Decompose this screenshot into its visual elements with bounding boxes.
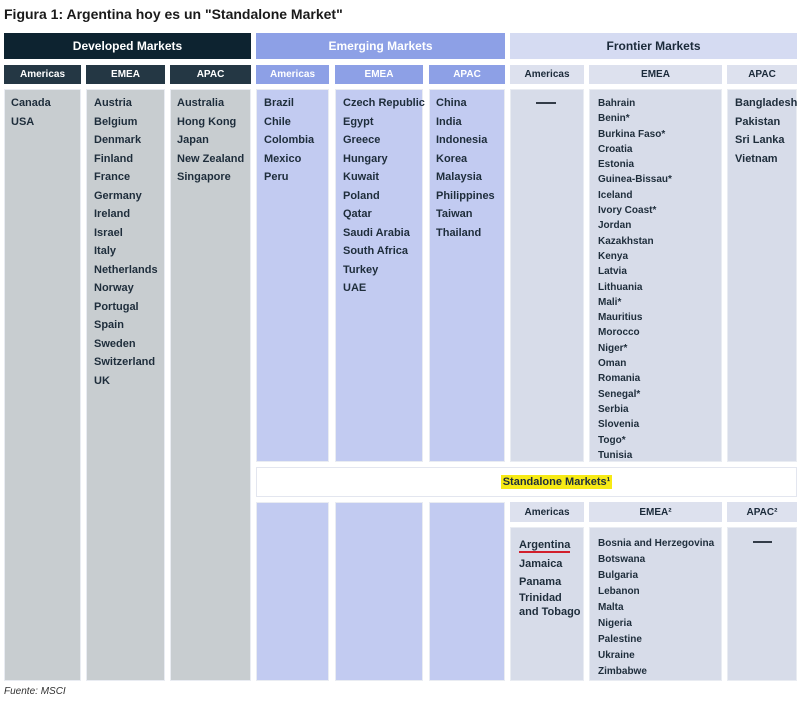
country-item: and Tobago — [519, 606, 581, 618]
country-item: Malta — [598, 602, 624, 613]
country-item: Togo* — [598, 434, 626, 446]
emerging-americas-column-lower — [256, 502, 329, 681]
country-item: Canada — [11, 97, 51, 109]
country-item: Taiwan — [436, 208, 473, 220]
emerging-emea-header: EMEA — [335, 65, 423, 84]
country-item: Ukraine — [598, 650, 635, 661]
country-item: Oman — [598, 358, 627, 370]
country-item: Thailand — [436, 226, 482, 239]
country-item: Switzerland — [94, 356, 156, 368]
emerging-emea-list — [336, 90, 425, 298]
country-item: Greece — [343, 134, 381, 146]
country-item: Qatar — [343, 208, 372, 220]
frontier-emea-column — [589, 89, 722, 462]
country-item: Mauritius — [598, 312, 643, 324]
country-item: Lithuania — [598, 281, 643, 293]
emerging-apac-list — [430, 90, 504, 242]
empty-dash — [536, 102, 556, 104]
country-item: Israel — [94, 226, 123, 239]
country-item: Sri Lanka — [735, 134, 785, 146]
country-item: Chile — [264, 115, 291, 128]
country-item: Kenya — [598, 250, 629, 262]
country-item: Bosnia and Herzegovina — [598, 538, 715, 549]
developed-americas-header: Americas — [4, 65, 81, 84]
frontier-apac-list — [728, 90, 796, 168]
country-item: Poland — [343, 189, 380, 202]
country-item: Serbia — [598, 403, 629, 415]
emerging-apac-column-lower — [429, 502, 505, 681]
country-item: Czech Republic — [343, 97, 425, 109]
country-item: Lebanon — [598, 586, 640, 597]
country-item: USA — [11, 115, 35, 128]
country-item: Croatia — [598, 143, 633, 155]
country-item: Niger* — [598, 342, 628, 354]
country-item: Kazakhstan — [598, 235, 654, 247]
country-item: Ireland — [94, 208, 131, 220]
country-item: Spain — [94, 319, 124, 331]
country-item: Germany — [94, 189, 142, 202]
country-item: Austria — [94, 97, 132, 109]
developed-americas-list — [5, 90, 80, 131]
country-item: Korea — [436, 152, 468, 165]
figure-title: Figura 1: Argentina hoy es un "Standalone Market" — [4, 6, 343, 22]
emerging-emea-column — [335, 89, 423, 462]
country-item: Finland — [94, 152, 134, 165]
country-item: Vietnam — [735, 152, 778, 165]
country-item: Tunisia — [598, 449, 633, 461]
emerging-americas-column — [256, 89, 329, 462]
country-item: Jamaica — [519, 558, 563, 570]
country-item: Zimbabwe — [598, 666, 647, 677]
country-item: Mexico — [264, 152, 302, 165]
country-item: India — [436, 115, 462, 128]
country-item: Hong Kong — [177, 115, 237, 128]
country-item: Australia — [177, 97, 225, 109]
developed-markets-header: Developed Markets — [4, 33, 251, 59]
country-item: Estonia — [598, 159, 635, 171]
country-item: Bahrain — [598, 98, 636, 109]
country-item: Denmark — [94, 134, 142, 146]
country-item: Saudi Arabia — [343, 226, 410, 239]
country-item: France — [94, 171, 131, 183]
country-item: Indonesia — [436, 134, 488, 146]
country-item: Guinea-Bissau* — [598, 174, 672, 186]
standalone-emea-header: EMEA² — [589, 502, 722, 522]
country-item: Malaysia — [436, 171, 482, 183]
country-item: Trinidad — [519, 592, 562, 604]
empty-dash — [753, 541, 772, 543]
country-item: Singapore — [177, 171, 231, 183]
standalone-emea-list — [590, 528, 721, 680]
frontier-apac-column — [727, 89, 797, 462]
country-item: Benin* — [598, 113, 630, 125]
country-item: UAE — [343, 282, 367, 294]
country-item: South Africa — [343, 245, 408, 257]
standalone-americas-header: Americas — [510, 502, 584, 522]
emerging-americas-header: Americas — [256, 65, 329, 84]
country-item: Turkey — [343, 263, 379, 276]
country-item: Botswana — [598, 554, 646, 565]
emerging-apac-column — [429, 89, 505, 462]
emerging-markets-header: Emerging Markets — [256, 33, 505, 59]
country-item: Pakistan — [735, 115, 781, 128]
frontier-emea-list — [590, 90, 721, 463]
country-item: Japan — [177, 134, 209, 146]
country-item: Latvia — [598, 266, 627, 278]
country-item: Portugal — [94, 300, 139, 313]
argentina-highlighted: Argentina — [519, 539, 571, 551]
country-item: Sweden — [94, 337, 136, 350]
country-item: Morocco — [598, 327, 640, 339]
standalone-apac-header: APAC² — [727, 502, 797, 522]
developed-americas-column — [4, 89, 81, 681]
country-item: Jordan — [598, 220, 632, 232]
frontier-americas-column — [510, 89, 584, 462]
country-item: Senegal* — [598, 388, 641, 400]
country-item: Iceland — [598, 189, 633, 201]
country-item: Slovenia — [598, 419, 640, 431]
country-item: Philippines — [436, 189, 495, 202]
country-item: China — [436, 97, 467, 109]
country-item: New Zealand — [177, 152, 245, 165]
country-item: Hungary — [343, 152, 388, 165]
developed-emea-list — [87, 90, 164, 390]
country-item: Peru — [264, 171, 289, 183]
frontier-emea-header: EMEA — [589, 65, 722, 84]
country-item: Netherlands — [94, 263, 158, 276]
developed-apac-column — [170, 89, 251, 681]
country-item: Bangladesh — [735, 97, 798, 109]
country-item: Egypt — [343, 115, 374, 128]
emerging-apac-header: APAC — [429, 65, 505, 84]
country-item: Brazil — [264, 97, 294, 109]
country-item: Colombia — [264, 134, 315, 146]
standalone-apac-column — [727, 527, 797, 681]
standalone-markets-banner — [256, 467, 797, 497]
country-item: Panama — [519, 576, 562, 588]
standalone-markets-header: Standalone Markets¹ — [502, 476, 611, 488]
frontier-americas-header: Americas — [510, 65, 584, 84]
developed-emea-column — [86, 89, 165, 681]
country-item: Palestine — [598, 634, 642, 645]
emerging-americas-list — [257, 90, 328, 187]
country-item: Norway — [94, 282, 134, 294]
country-item: Nigeria — [598, 618, 632, 629]
country-item: Ivory Coast* — [598, 205, 657, 217]
developed-apac-list — [171, 90, 250, 187]
standalone-emea-column — [589, 527, 722, 681]
emerging-emea-column-lower — [335, 502, 423, 681]
country-item: Mali* — [598, 296, 622, 308]
frontier-apac-header: APAC — [727, 65, 797, 84]
country-item: Burkina Faso* — [598, 128, 666, 140]
developed-apac-header: APAC — [170, 65, 251, 84]
standalone-americas-column — [510, 527, 584, 681]
country-item: Bulgaria — [598, 570, 639, 581]
country-item: Kuwait — [343, 171, 380, 183]
standalone-americas-list — [519, 555, 583, 619]
country-item: Belgium — [94, 115, 138, 128]
developed-emea-header: EMEA — [86, 65, 165, 84]
frontier-markets-header: Frontier Markets — [510, 33, 797, 59]
country-item: Italy — [94, 245, 117, 257]
country-item: UK — [94, 374, 110, 387]
source-note: Fuente: MSCI — [4, 686, 66, 697]
country-item: Romania — [598, 373, 641, 385]
